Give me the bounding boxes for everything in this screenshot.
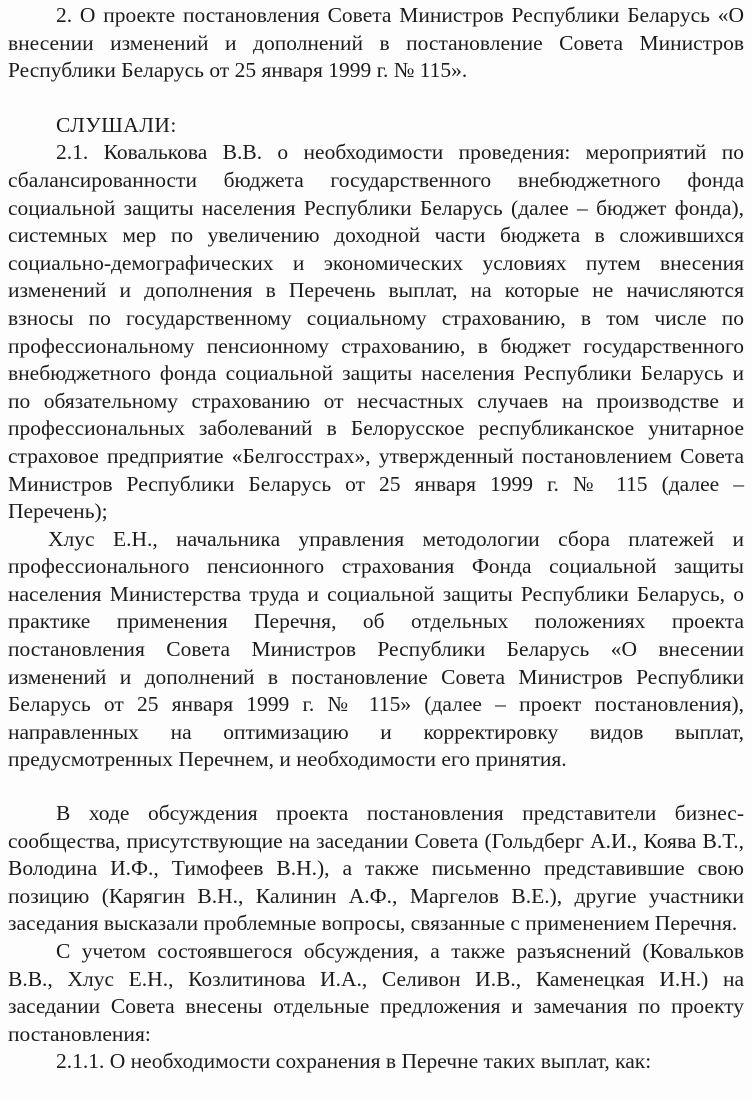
paragraph-2-1: 2.1. Ковалькова В.В. о необходимости проведения: мероприятий по сбалансированности бюджета государственного внебюджетного фонда социальной защиты населения Республики Беларусь (далее – бюджет фонда), системных мер по увеличению доходной части бюджета в сложившихся социально-демографических и экономических условиях путем внесения изменений и дополнения в Перечень выплат, на которые не начисляются взносы по государственному социальному страхованию, в том числе по профессиональному пенсионному страхованию, в бюджет государственного внебюджетного фонда социальной защиты населения Республики Беларусь и по обязательному страхованию от несчастных случаев на производстве и профессиональных заболеваний в Белорусское республиканское унитарное страховое предприятие «Белгосстрах», утвержденный постановлением Совета Министров Республики Беларусь от 25 января 1999 г. № 115 (далее – Перечень); [8,140,744,524]
heard-heading: СЛУШАЛИ: [56,112,177,137]
paragraph-2-1-1: 2.1.1. О необходимости сохранения в Перечне таких выплат, как: [56,1049,652,1074]
paragraph-discussion: В ходе обсуждения проекта постановления представители бизнес-сообщества, присутствующие на заседании Совета (Гольдберг А.И., Коява В.Т., Володина И.Ф., Тимофеев В.Н.), а также письменно представившие свою позицию (Карягин В.Н., Калинин А.Ф., Маргелов В.Е.), другие участники заседания высказали проблемные вопросы, связанные с применением Перечня. [8,801,744,936]
spacer [8,85,744,112]
agenda-item-2-title: 2. О проекте постановления Совета Министров Республики Беларусь «О внесении изменений и дополнений в постановление Совета Министров Республики Беларусь от 25 января 1999 г. № 115». [8,3,744,83]
paragraph-taking-into-account: С учетом состоявшегося обсуждения, а также разъяснений (Ковальков В.В., Хлус Е.Н., Козлитинова И.А., Селивон И.В., Каменецкая И.Н.) на заседании Совета внесены отдельные предложения и замечания по проекту постановления: [8,939,744,1046]
paragraph-khlus: Хлус Е.Н., начальника управления методологии сбора платежей и профессионального пенсионного страхования Фонда социальной защиты населения Министерства труда и социальной защиты Республики Беларусь, о практике применения Перечня, об отдельных положениях проекта постановления Совета Министров Республики Беларусь «О внесении изменений и дополнений в постановление Совета Министров Республики Беларусь от 25 января 1999 г. № 115» (далее – проект постановления), направленных на оптимизацию и корректировку видов выплат, предусмотренных Перечнем, и необходимости его принятия. [8,526,744,772]
spacer [8,774,744,800]
